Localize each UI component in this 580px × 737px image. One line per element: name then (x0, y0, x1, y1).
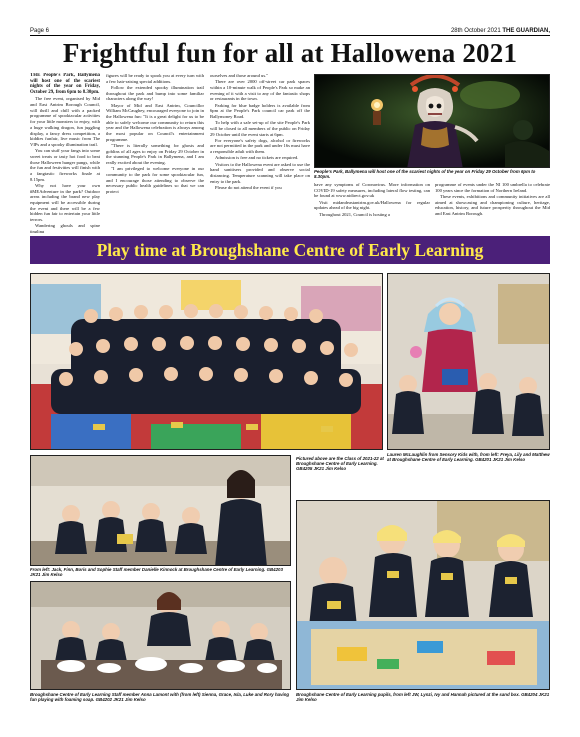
foaming-soap-illustration (31, 582, 291, 690)
article-column-2 (106, 73, 204, 233)
sensory-kids-caption: Lauren McLaughlin from Sensory Kids with, from left: Freya, Lily and Matthew at Broughshane Centre of Early Learning. GB4201 JK21 Jim Kelso (387, 452, 550, 463)
article-paragraph: Mayor of Mid and East Antrim, Councillor William McCaughey, encouraged everyone to join in the Hallowena fun: "It is a great delight for us to be able to safely welcome our community to return this year and the Hallowena celebration is always among the most popular on Council's entertainment programme. (106, 102, 204, 142)
class-group-photo (30, 273, 383, 450)
sand-box-illustration (297, 501, 550, 690)
article-column-1 (30, 73, 100, 233)
article-paragraph: "There is literally something for ghosts and goblins of all ages to enjoy on Friday 29 October in the stunning People's Park in Ballymena, and I am really excited about the evening. (106, 142, 204, 166)
article-paragraph: Parking for blue badge holders is available from 6pm at the People's Park council car park off the Ballymoney Road. (210, 102, 310, 119)
article-paragraph: figures will be ready to spook you at every turn with a few hair-raising special additions. (106, 73, 204, 84)
article-paragraph: Why not have your own #MEAdventure in the park? Outdoor areas including the brand new play equipment will be accessible during the event and there will be a few hidden fun fair to entertain your little terrors. (30, 182, 100, 223)
sensory-kids-illustration (388, 274, 550, 450)
sand-box-photo (296, 500, 550, 690)
article-column-5 (435, 182, 550, 234)
header-rule (30, 35, 550, 36)
article-paragraph: Visitors to the Hallowena event are asked to use the hand sanitisers provided and observe social distancing. Temperature scanning will take place on entry to the park. (210, 161, 310, 184)
article-paragraph: Admission is free and no tickets are required. (215, 155, 299, 161)
article-paragraph: "I am privileged to welcome everyone in our community to the park for some spooktacular fun, and I encourage those attending to observe the necessary public health guidelines so that we can protect (106, 166, 204, 195)
article-paragraph: Please do not attend the event if you (215, 184, 282, 190)
foaming-soap-caption: Broughshane Centre of Early Learning Staff member Anna Lamont with (from left) Sienna, Grace, Isla, Luke and Rory having fun playing with foaming soap. GB4202 JK21 Jim Kelso (30, 692, 290, 703)
publication-name: THE GUARDIAN, (502, 28, 550, 34)
article-paragraph: have any symptoms of Coronavirus. More information on COVID-19 safety measures, including lateral flow testing, can be found at www.nidirect.gov.uk (314, 182, 430, 199)
article-paragraph: programme of events under the NI 100 umbrella to celebrate 100 years since the formation of Northern Ireland. (435, 182, 550, 193)
article-paragraph: ourselves and those around us." (210, 73, 269, 78)
class-photo-caption: Pictured above are the Class of 2021-22 at Broughshane Centre of Early Learning. GB4205 JK21 Jim Kelso (296, 456, 384, 472)
sensory-kids-photo (387, 273, 550, 450)
page-number: Page 6 (30, 28, 50, 34)
hallowena-photo-caption: People's Park, Ballymena will host one of the scariest nights of the year on Friday 29 October from 6pm to 8.30pm. (314, 169, 536, 180)
children-group (51, 319, 361, 414)
article-paragraph: These events, exhibitions and community initiatives are all aimed at showcasing and championing culture, heritage, education, history, and future prosperity throughout the Mid and East Antrim Borough. (435, 193, 550, 217)
page-headline: Frightful fun for all at Hallowena 2021 (62, 38, 518, 68)
article-paragraph: To help with a safe set-up of the site People's Park will be closed to all members of the public on Friday 29 October until the event starts at 6pm. (210, 120, 310, 137)
article-paragraph: The free event, organised by Mid and East Antrim Borough Council, will thrill and chill with a packed programme of spooktacular activities for your little monsters to enjoy, with a huge walking dragon, fun juggling display, a fancy dress competition, a kiddies funfair, live music from The VIPs and a spooky illumination trail. (30, 96, 100, 147)
article-paragraph: You can stuff your fangs into some sweet treats or tasty hot food to beat those Halloween hunger pangs, while the fun and festivities will finish with a fangtastic fireworks finale at 8.15pm. (30, 148, 100, 182)
issue-date-line (451, 28, 550, 34)
article-paragraph: Throughout 2021, Council is hosting a (319, 211, 390, 217)
danielle-photo-caption: From left: Jack, Finn, Boris and Sophie Staff member Danielle Kinnock at Broughshane Centre of Early Learning. GB4203 JK21 Jim Kelso (30, 567, 283, 578)
article-paragraph: There are over 2000 off-street car park spaces within a 10-minute walk of People's Park so make an evening of it with a visit to any of the fantastic shops or restaurants in the town. (210, 79, 310, 102)
article-column-4 (314, 182, 430, 234)
class-group-illustration (31, 274, 383, 450)
article-paragraph: Visit midandeastantrim.gov.uk/Hallowena for regular updates ahead of the big night. (314, 199, 430, 211)
article-column-3 (210, 73, 310, 233)
issue-date: 28th October 2021 (450, 28, 501, 34)
article-paragraph: Follow the extended spooky illumination trail throughout the park and bump into some familiar characters along the way! (106, 84, 204, 102)
foaming-soap-photo (30, 581, 291, 690)
danielle-group-photo (30, 455, 291, 566)
danielle-group-illustration (31, 456, 291, 566)
sand-box-caption: Broughshane Centre of Early Learning pupils, from left JW, Lynzi, Ivy and Hannah pictured at the sand box. GB4204 JK21 Jim Kelso (296, 692, 550, 703)
hallowena-performer-illustration (315, 75, 550, 168)
article-lead: THE People's Park, Ballymena will host one of the scariest nights of the year on Friday, October 29, from 6pm to 8.30pm. (30, 73, 100, 96)
article-paragraph: Wandering ghouls and spine tingling (30, 223, 100, 233)
hallowena-performer-photo (314, 74, 550, 168)
section-banner: Play time at Broughshane Centre of Early Learning (30, 236, 550, 264)
article-paragraph: For everyone's safety dogs, alcohol or fireworks are not permitted in the park and under 16s must have a responsible adult with them. (210, 137, 310, 155)
